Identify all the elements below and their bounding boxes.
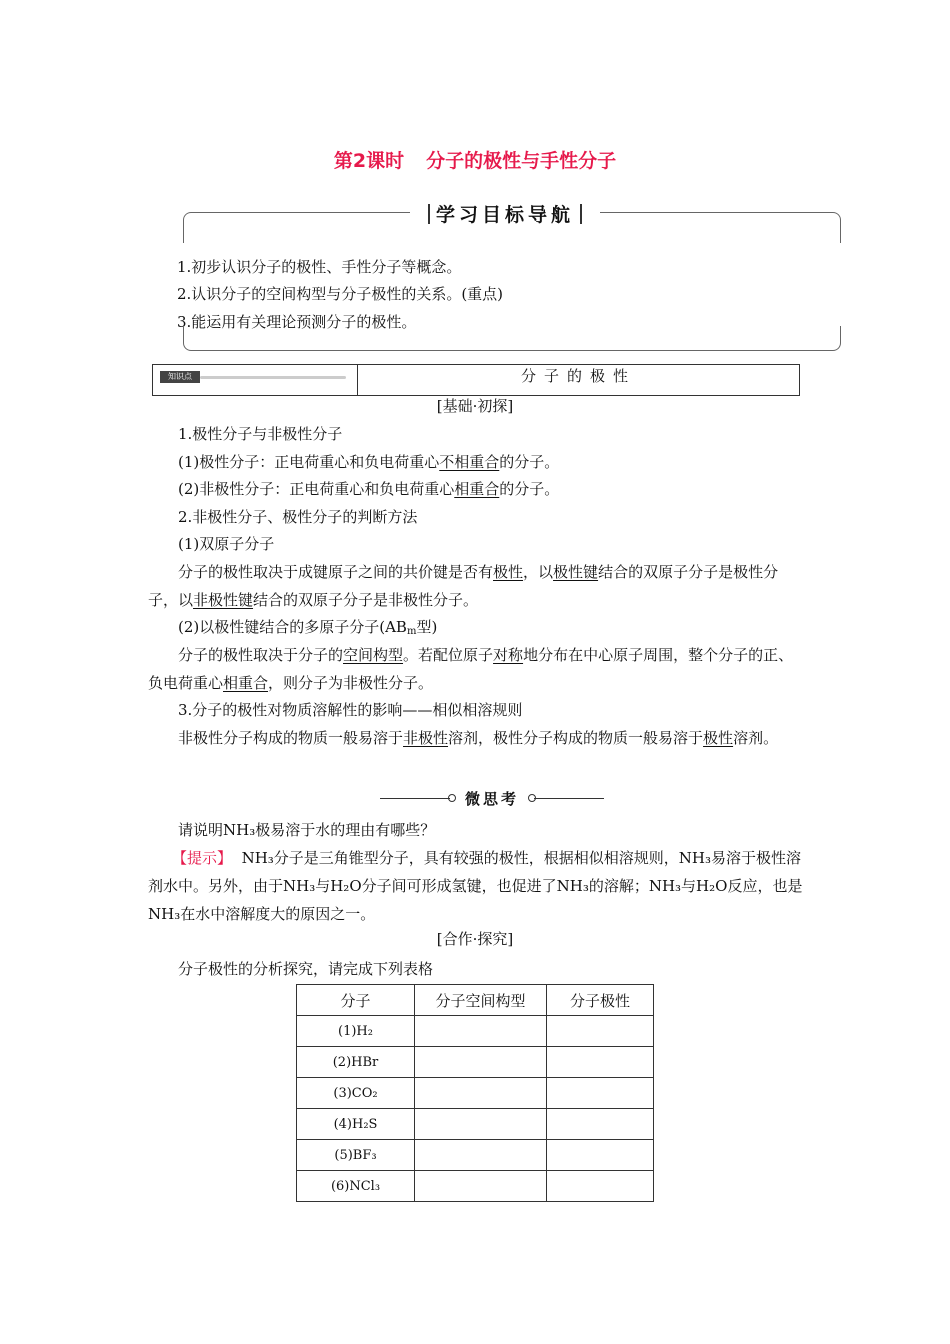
heading-3: 3.分子的极性对物质溶解性的影响——相似相溶规则 <box>178 701 523 719</box>
lesson-number: 第2课时 <box>333 150 405 172</box>
polarity-table <box>296 984 654 1202</box>
explore-tag: [合作·探究] <box>436 930 514 948</box>
paragraph-polar: (1)极性分子：正电荷重心和负电荷重心不相重合的分子。 <box>178 453 560 471</box>
paragraph-diatomic: 分子的极性取决于成键原子之间的共价键是否有极性，以极性键结合的双原子分子是极性分子，以非极性键结合的双原子分子是非极性分子。 <box>148 563 779 609</box>
table-row: (2)HBr <box>297 1047 654 1078</box>
page-title <box>0 146 950 173</box>
table-row: (5)BF₃ <box>297 1140 654 1171</box>
paragraph-polyatomic: 分子的极性取决于分子的空间构型。若配位原子对称地分布在中心原子周围，整个分子的正、负电荷重心相重合，则分子为非极性分子。 <box>148 646 794 692</box>
section-header <box>152 364 800 396</box>
table-header-row <box>297 985 654 1016</box>
hint-label: 【提示】 <box>172 849 233 867</box>
think-hint <box>148 844 808 928</box>
divider-right <box>534 798 604 799</box>
section-badge-cell <box>153 365 358 395</box>
lesson-topic: 分子的极性与手性分子 <box>426 150 617 172</box>
knowledge-badge: 知识点 <box>160 371 200 383</box>
goal-item: 1.初步认识分子的极性、手性分子等概念。 <box>177 258 462 276</box>
divider-left <box>380 798 450 799</box>
paragraph-nonpolar: (2)非极性分子：正电荷重心和负电荷重心相重合的分子。 <box>178 480 560 498</box>
table-row: (6)NCl₃ <box>297 1171 654 1202</box>
think-question: 请说明NH₃极易溶于水的理由有哪些？ <box>178 821 436 839</box>
table-row: (4)H₂S <box>297 1109 654 1140</box>
table-row: (1)H₂ <box>297 1016 654 1047</box>
header-geometry: 分子空间构型 <box>415 985 547 1016</box>
table-row: (3)CO₂ <box>297 1078 654 1109</box>
heading-bar-right <box>580 204 582 224</box>
badge-decoration <box>200 376 346 379</box>
heading-bar-left <box>428 204 430 224</box>
think-heading <box>380 788 604 810</box>
goals-heading <box>410 200 600 227</box>
hint-text: NH₃分子是三角锥型分子，具有较强的极性，根据相似相溶规则，NH₃易溶于极性溶剂水中。另外，由于NH₃与H₂O分子间可形成氢键，也促进了NH₃的溶解；NH₃与H₂O反应，也是NH₃在水中溶解度大的原因之一。 <box>148 849 803 923</box>
heading-2-2: (2)以极性键结合的多原子分子($AB_m$型) <box>178 618 438 637</box>
section-title: 分子的极性 <box>520 367 636 385</box>
goals-box-bottom <box>183 326 841 351</box>
paragraph-solubility: 非极性分子构成的物质一般易溶于非极性溶剂，极性分子构成的物质一般易溶于极性溶剂。 <box>178 729 779 747</box>
think-heading-text: 微思考 <box>464 790 519 808</box>
goals-heading-text: 学习目标导航 <box>435 204 574 226</box>
heading-2-1: (1)双原子分子 <box>178 535 275 553</box>
header-polarity: 分子极性 <box>547 985 654 1016</box>
heading-2: 2.非极性分子、极性分子的判断方法 <box>178 508 418 526</box>
heading-1: 1.极性分子与非极性分子 <box>178 425 343 443</box>
dot-left <box>448 794 456 802</box>
explore-intro: 分子极性的分析探究，请完成下列表格 <box>178 960 434 978</box>
basic-tag: [基础·初探] <box>436 397 514 415</box>
goal-item: 2.认识分子的空间构型与分子极性的关系。(重点) <box>177 285 504 303</box>
goal-item: 3.能运用有关理论预测分子的极性。 <box>177 313 417 331</box>
header-molecule: 分子 <box>297 985 415 1016</box>
